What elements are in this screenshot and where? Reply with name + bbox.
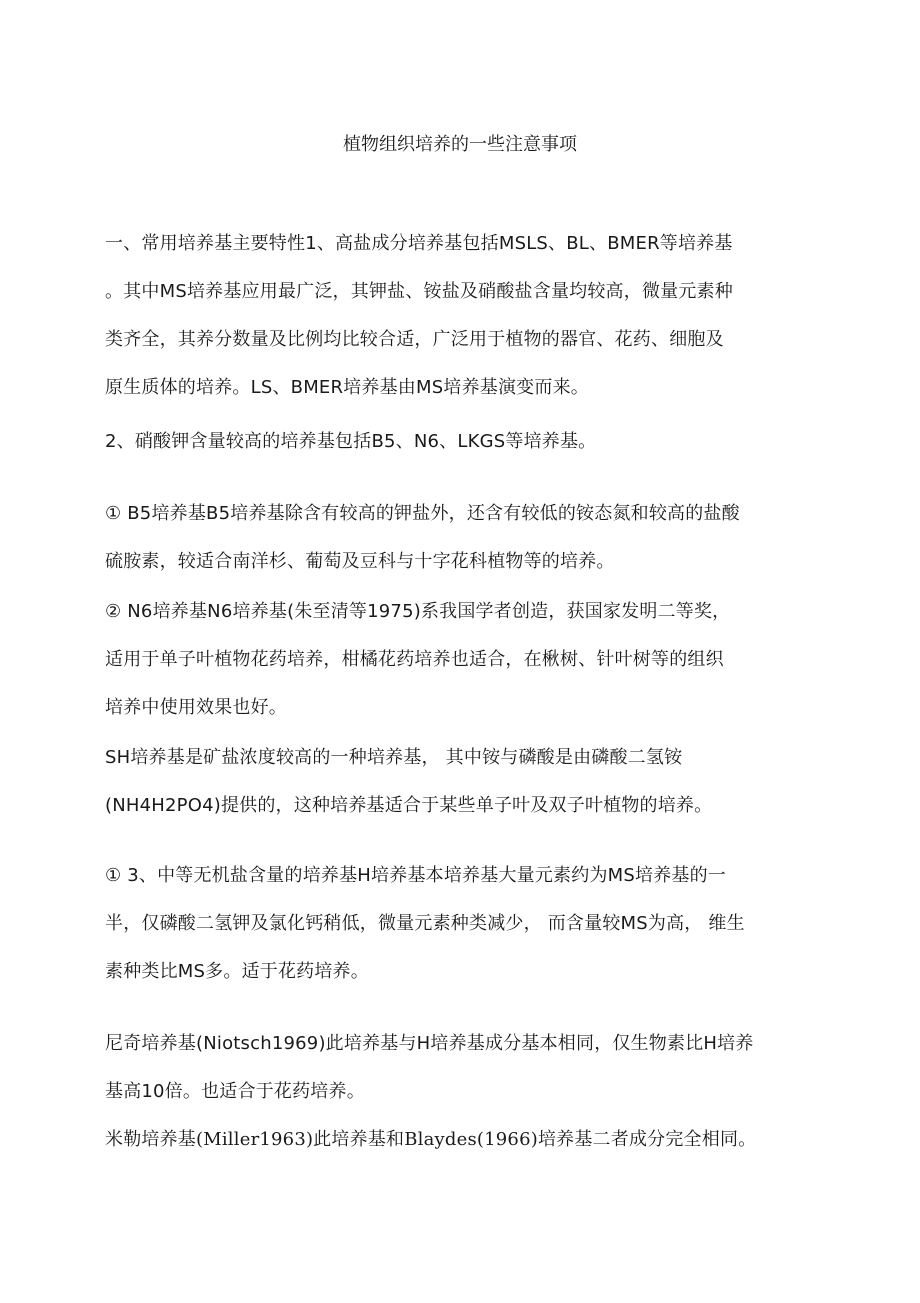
paragraph-sh: [105, 734, 815, 830]
text-line: 硫胺素，较适合南洋杉、葡萄及豆科与十字花科植物等的培养。: [105, 551, 615, 572]
text-line: 2、硝酸钾含量较高的培养基包括B5、N6、LKGS等培养基。: [105, 431, 597, 452]
text-line: (NH4H2PO4)提供的，这种培养基适合于某些单子叶及双子叶植物的培养。: [105, 795, 713, 816]
text-line: 基高10倍。也适合于花药培养。: [105, 1081, 365, 1102]
text-line: 类齐全，其养分数量及比例均比较合适，广泛用于植物的器官、花药、细胞及: [105, 329, 724, 350]
paragraph-n6: [105, 588, 815, 732]
paragraph-section-1: [105, 220, 815, 412]
text-line: ① B5培养基B5培养基除含有较高的钾盐外，还含有较低的铵态氮和较高的盐酸: [105, 503, 740, 524]
paragraph-b5: [105, 490, 815, 586]
text-line: ② N6培养基N6培养基(朱至清等1975)系我国学者创造，获国家发明二等奖，: [105, 601, 731, 622]
text-line: 素种类比MS多。适于花药培养。: [105, 961, 369, 982]
text-line: 原生质体的培养。LS、BMER培养基由MS培养基演变而来。: [105, 377, 589, 398]
paragraph-section-3: [105, 852, 815, 996]
text-line: ① 3、中等无机盐含量的培养基H培养基本培养基大量元素约为MS培养基的一: [105, 865, 726, 886]
text-line: 米勒培养基(Miller1963)此培养基和Blaydes(1966)培养基二者成分完全相同。: [105, 1129, 757, 1150]
text-line: 一、常用培养基主要特性1、高盐成分培养基包括MSLS、BL、BMER等培养基: [105, 233, 733, 254]
text-line: 半，仅磷酸二氢钾及氯化钙稍低，微量元素种类减少， 而含量较MS为高， 维生: [105, 913, 745, 934]
text-line: SH培养基是矿盐浓度较高的一种培养基， 其中铵与磷酸是由磷酸二氢铵: [105, 747, 683, 768]
text-line: 培养中使用效果也好。: [105, 697, 287, 718]
text-line: 适用于单子叶植物花药培养，柑橘花药培养也适合，在楸树、针叶树等的组织: [105, 649, 724, 670]
document-title: 植物组织培养的一些注意事项: [343, 134, 577, 155]
paragraph-nitsch: [105, 1020, 815, 1116]
text-line: 。其中MS培养基应用最广泛，其钾盐、铵盐及硝酸盐含量均较高，微量元素种: [105, 281, 733, 302]
paragraph-section-2: [105, 418, 815, 466]
paragraph-miller: [105, 1116, 815, 1164]
text-line: 尼奇培养基(Niotsch1969)此培养基与H培养基成分基本相同，仅生物素比H培养: [105, 1033, 754, 1054]
